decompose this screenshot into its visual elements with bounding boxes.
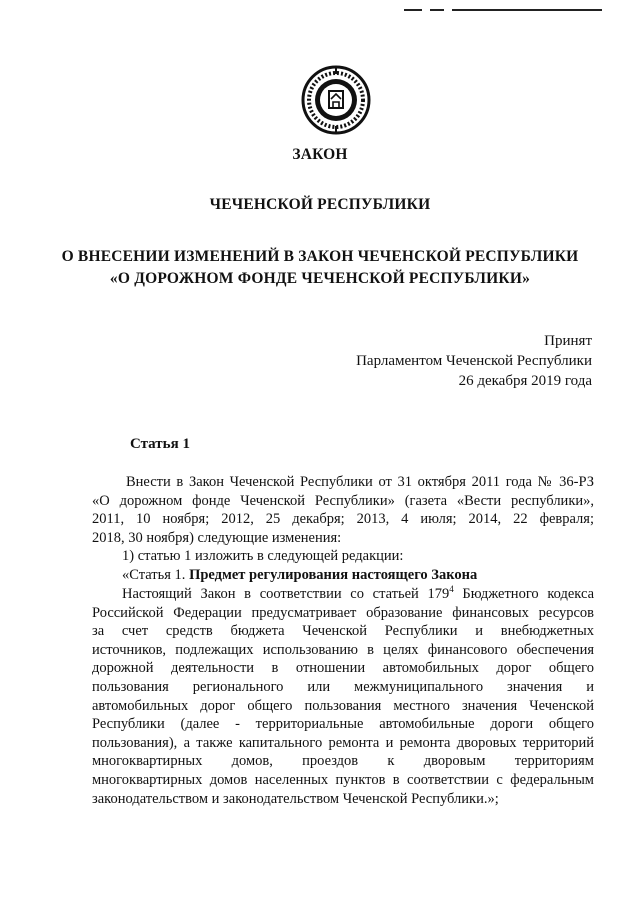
article-intro [92,473,594,585]
paragraph-line: за счет средств бюджета Чеченской Республики и внебюджетных [92,623,594,640]
paragraph-line: дорожной деятельности в отношении автомобильных дорог общего [92,660,594,677]
document-type-title: ЗАКОН [292,146,348,163]
issuer-title: ЧЕЧЕНСКОЙ РЕСПУБЛИКИ [209,196,431,213]
paragraph-line: автомобильных дорог общего пользования местного значения Чеченской [92,697,594,714]
intro-line: 2011, 10 ноября; 2012, 25 декабря; 2013, 4 июля; 2014, 22 февраля; [92,511,594,528]
adopted-label: Принят [544,333,592,349]
amendment-item-1: 1) статью 1 изложить в следующей редакции: [122,548,404,565]
adoption-date: 26 декабря 2019 года [458,373,592,389]
quoted-article-paragraph [92,585,594,808]
adoption-block [356,331,592,391]
paragraph-text: Бюджетного кодекса [453,586,595,602]
law-name-line-1: О ВНЕСЕНИИ ИЗМЕНЕНИЙ В ЗАКОН ЧЕЧЕНСКОЙ РЕСПУБЛИКИ [61,248,579,265]
paragraph-line: законодательством и законодательством Чеченской Республики.»; [92,790,499,807]
quoted-article-title: Предмет регулирования настоящего Закона [189,566,478,583]
intro-line: Внести в Закон Чеченской Республики от 31 октября 2011 года № 36-РЗ [126,474,594,490]
scan-artifact-line [430,9,444,11]
paragraph-line: пользования), а также капитального ремонта и ремонта дворовых территорий [92,734,594,751]
coat-of-arms-emblem [300,64,372,136]
paragraph-line: Республики (далее - территориальные автомобильные дороги общего [92,716,594,733]
adopted-by: Парламентом Чеченской Республики [356,353,592,369]
quoted-article-heading [92,566,594,585]
paragraph-line [92,585,594,604]
intro-line: 2018, 30 ноября) следующие изменения: [92,529,342,546]
article-title: Статья 1 [130,436,190,452]
quoted-article-prefix: «Статья 1. [122,566,190,583]
scan-artifact-line [404,9,422,11]
paragraph-line: пользования регионального или межмуниципального значения и [92,678,594,695]
paragraph-line: Российской Федерации предусматривает образование финансовых ресурсов [92,604,594,621]
paragraph-line: источников, подлежащих использованию в целях финансового обеспечения [92,641,594,658]
paragraph-line: многоквартирных домов, проездов к дворовым территориям [92,753,594,770]
scan-artifact-line [452,9,602,11]
superscript: 4 [449,584,454,595]
paragraph-line: многоквартирных домов населенных пунктов в соответствии с федеральным [92,771,594,788]
paragraph-text: Настоящий Закон в соответствии со статьей 179 [122,586,450,602]
intro-line: «О дорожном фонде Чеченской Республики» (газета «Вести республики», [92,492,594,509]
law-name-line-2: «О ДОРОЖНОМ ФОНДЕ ЧЕЧЕНСКОЙ РЕСПУБЛИКИ» [109,270,531,287]
